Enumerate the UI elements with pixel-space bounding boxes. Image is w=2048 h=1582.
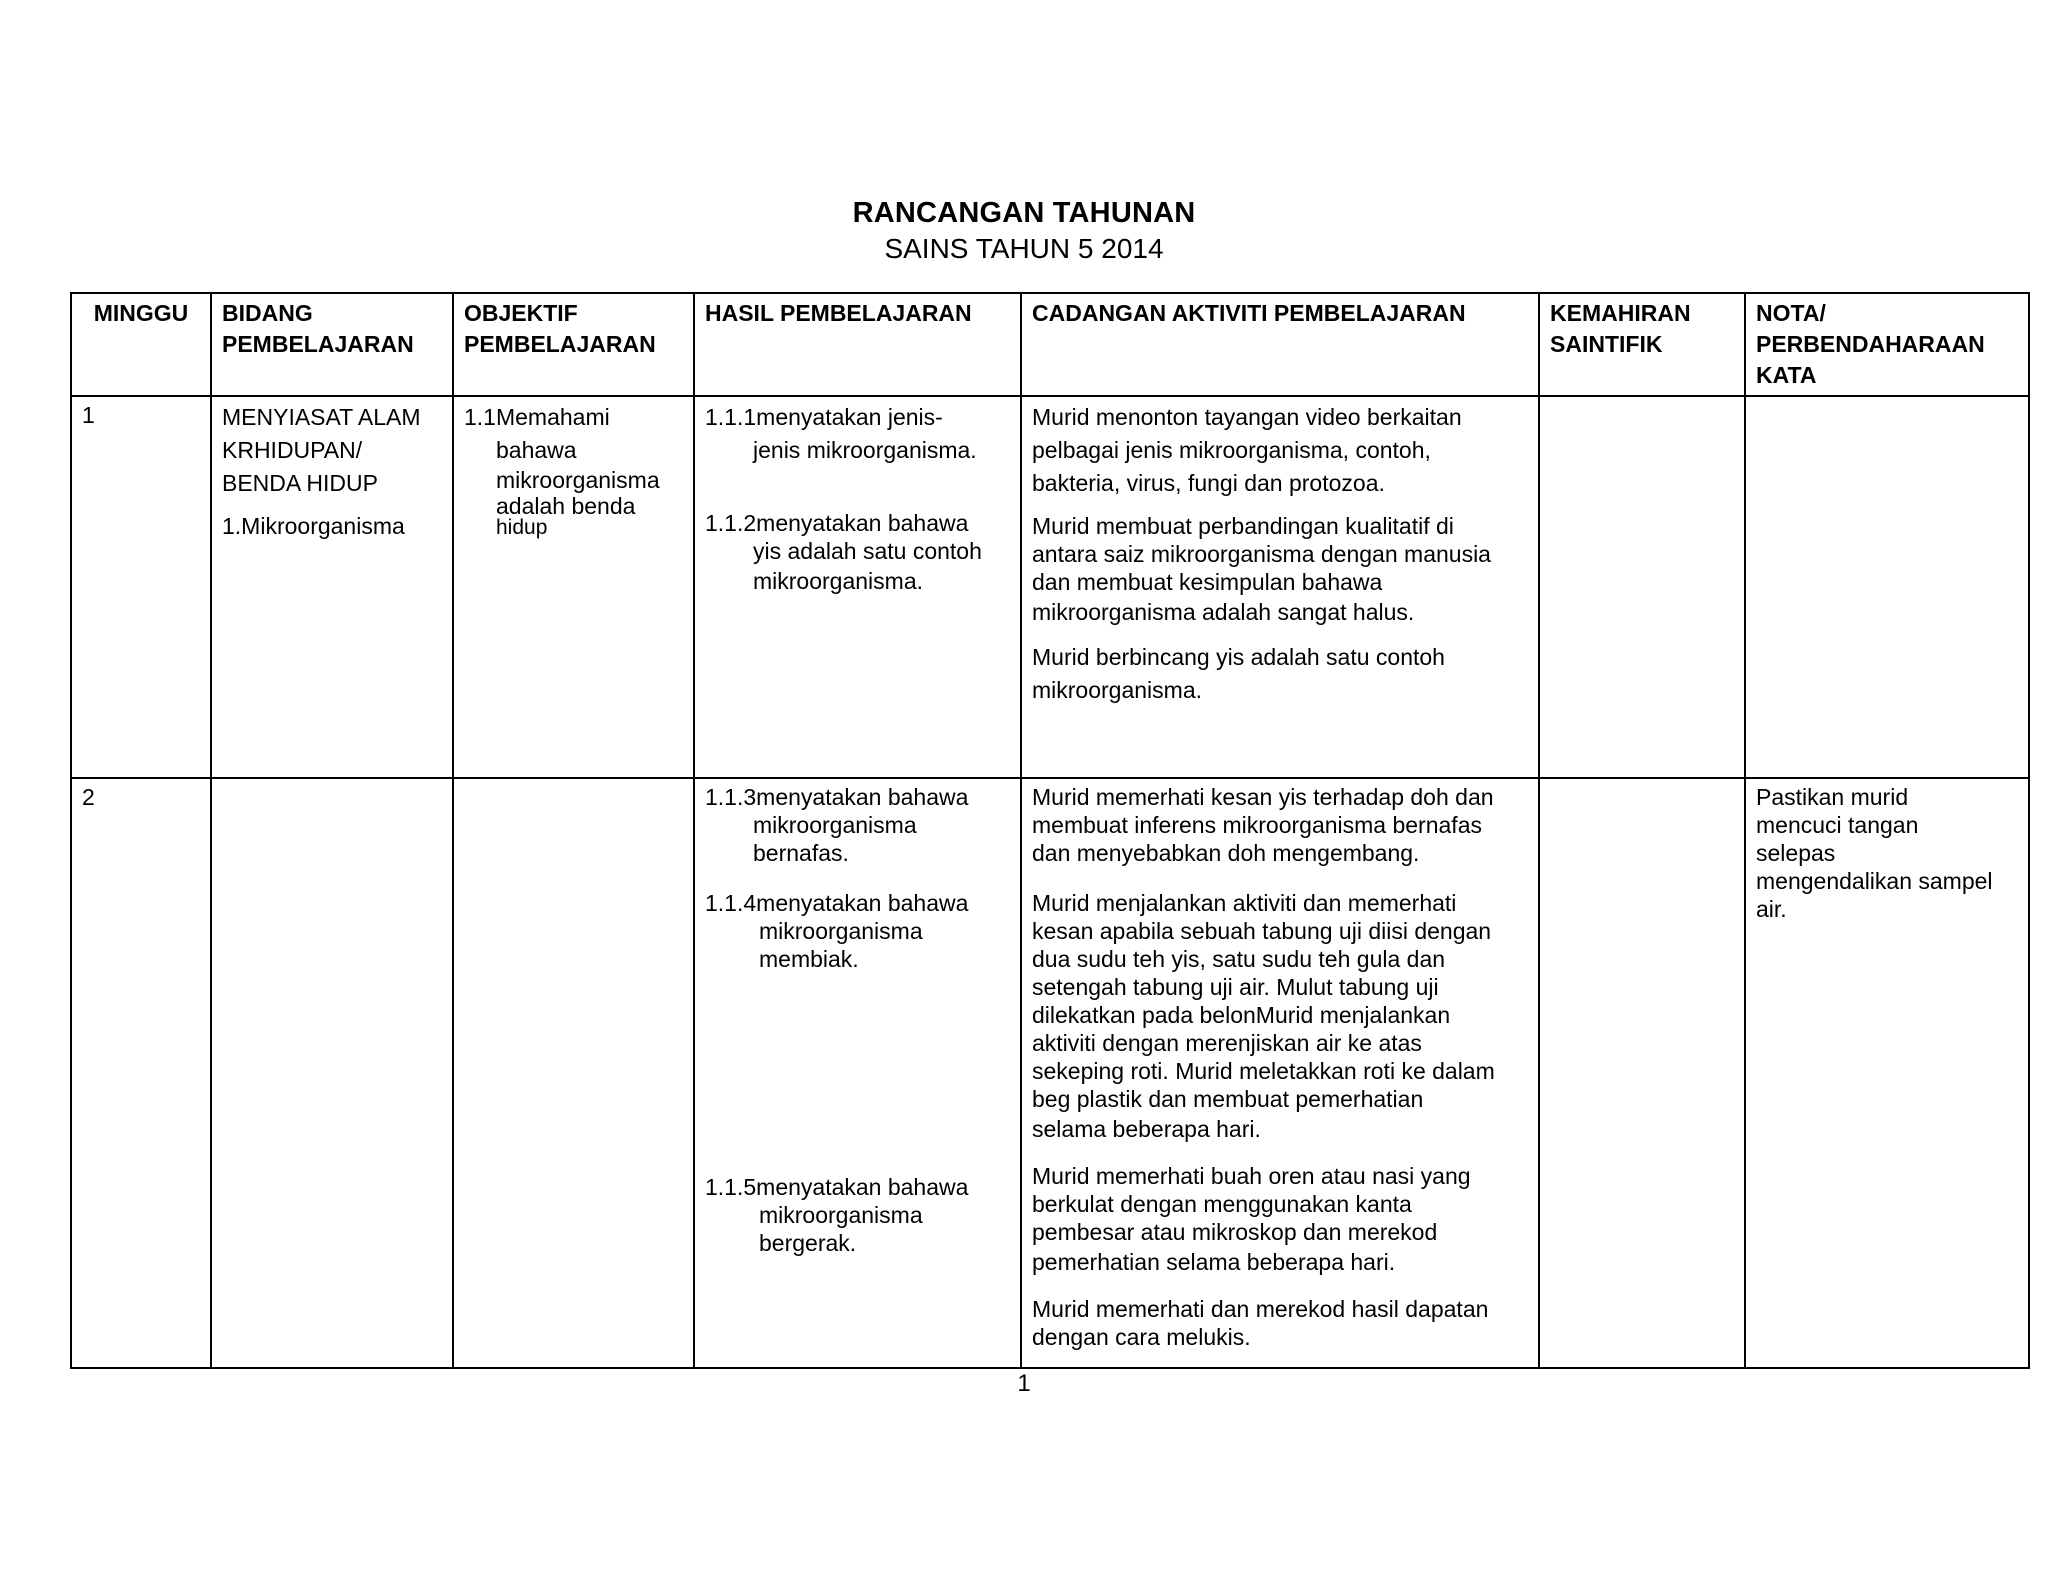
aktiviti-paragraph: Murid menonton tayangan video berkaitan pelbagai jenis mikroorganisma, contoh, bakteria, virus, fungi dan protozoa. — [1032, 404, 1462, 496]
bidang-line: BENDA HIDUP — [222, 470, 378, 496]
header-bidang: BIDANG PEMBELAJARAN — [211, 293, 453, 396]
aktiviti-paragraph: Murid memerhati buah oren atau nasi yang berkulat dengan menggunakan kanta pembesar atau mikroskop dan merekod pemerhatian selama beberapa hari. — [1032, 1163, 1471, 1275]
bidang-topic: 1.Mikroorganisma — [222, 513, 405, 539]
bidang-line: MENYIASAT ALAM — [222, 404, 421, 430]
page-number: 1 — [1017, 1370, 1031, 1397]
cell-minggu: 1 — [71, 396, 211, 778]
cell-hasil — [694, 396, 1021, 778]
cell-bidang — [211, 778, 453, 1368]
bidang-line: KRHIDUPAN/ — [222, 437, 363, 463]
document-title: RANCANGAN TAHUNAN — [852, 197, 1196, 229]
hasil-item: 1.1.5menyatakan bahawa mikroorganisma bergerak. — [705, 1174, 969, 1256]
cell-aktiviti — [1021, 778, 1539, 1368]
cell-hasil — [694, 778, 1021, 1368]
table-header-row — [71, 293, 2029, 396]
aktiviti-paragraph: Murid memerhati dan merekod hasil dapatan dengan cara melukis. — [1032, 1296, 1489, 1350]
hasil-item: 1.1.1menyatakan jenis- jenis mikroorganisma. — [705, 404, 977, 463]
aktiviti-paragraph: Murid membuat perbandingan kualitatif di antara saiz mikroorganisma dengan manusia dan membuat kesimpulan bahawa mikroorganisma adalah sangat halus. — [1032, 513, 1491, 625]
aktiviti-paragraph: Murid menjalankan aktiviti dan memerhati kesan apabila sebuah tabung uji diisi dengan dua sudu teh yis, satu sudu teh gula dan setengah tabung uji air. Mulut tabung uji dilekatkan pada belonMurid menjalankan aktiviti dengan merenjiskan air ke atas sekeping roti. Murid meletakkan roti ke dalam beg plastik dan membuat pemerhatian selama beberapa hari. — [1032, 890, 1495, 1142]
objektif-line: 1.1Memahami — [464, 404, 610, 430]
cell-minggu: 2 — [71, 778, 211, 1368]
cell-kemahiran — [1539, 396, 1745, 778]
cell-kemahiran — [1539, 778, 1745, 1368]
objektif-line: mikroorganisma — [496, 467, 660, 493]
nota-text: Pastikan murid mencuci tangan selepas mengendalikan sampel air. — [1756, 784, 1993, 922]
header-cadangan: CADANGAN AKTIVITI PEMBELAJARAN — [1021, 293, 1539, 396]
table-row — [71, 396, 2029, 778]
cell-bidang — [211, 396, 453, 778]
header-hasil: HASIL PEMBELAJARAN — [694, 293, 1021, 396]
hasil-item: 1.1.2menyatakan bahawa yis adalah satu contoh mikroorganisma. — [705, 510, 982, 594]
header-kemahiran: KEMAHIRAN SAINTIFIK — [1539, 293, 1745, 396]
header-objektif: OBJEKTIF PEMBELAJARAN — [453, 293, 694, 396]
objektif-line: adalah benda — [496, 493, 636, 519]
cell-objektif — [453, 778, 694, 1368]
cell-objektif — [453, 396, 694, 778]
header-nota: NOTA/ PERBENDAHARAAN KATA — [1745, 293, 2029, 396]
objektif-line: bahawa — [496, 437, 577, 463]
hasil-item: 1.1.4menyatakan bahawa mikroorganisma membiak. — [705, 890, 969, 972]
annual-plan-table — [70, 292, 2030, 1369]
cell-nota — [1745, 396, 2029, 778]
table-row — [71, 778, 2029, 1368]
hasil-item: 1.1.3menyatakan bahawa mikroorganisma bernafas. — [705, 784, 969, 866]
objektif-line: hidup — [496, 516, 548, 539]
cell-aktiviti — [1021, 396, 1539, 778]
document-subtitle: SAINS TAHUN 5 2014 — [884, 233, 1164, 264]
aktiviti-paragraph: Murid berbincang yis adalah satu contoh mikroorganisma. — [1032, 644, 1445, 703]
cell-nota — [1745, 778, 2029, 1368]
aktiviti-paragraph: Murid memerhati kesan yis terhadap doh dan membuat inferens mikroorganisma bernafas dan menyebabkan doh mengembang. — [1032, 784, 1494, 866]
header-minggu: MINGGU — [71, 293, 211, 396]
